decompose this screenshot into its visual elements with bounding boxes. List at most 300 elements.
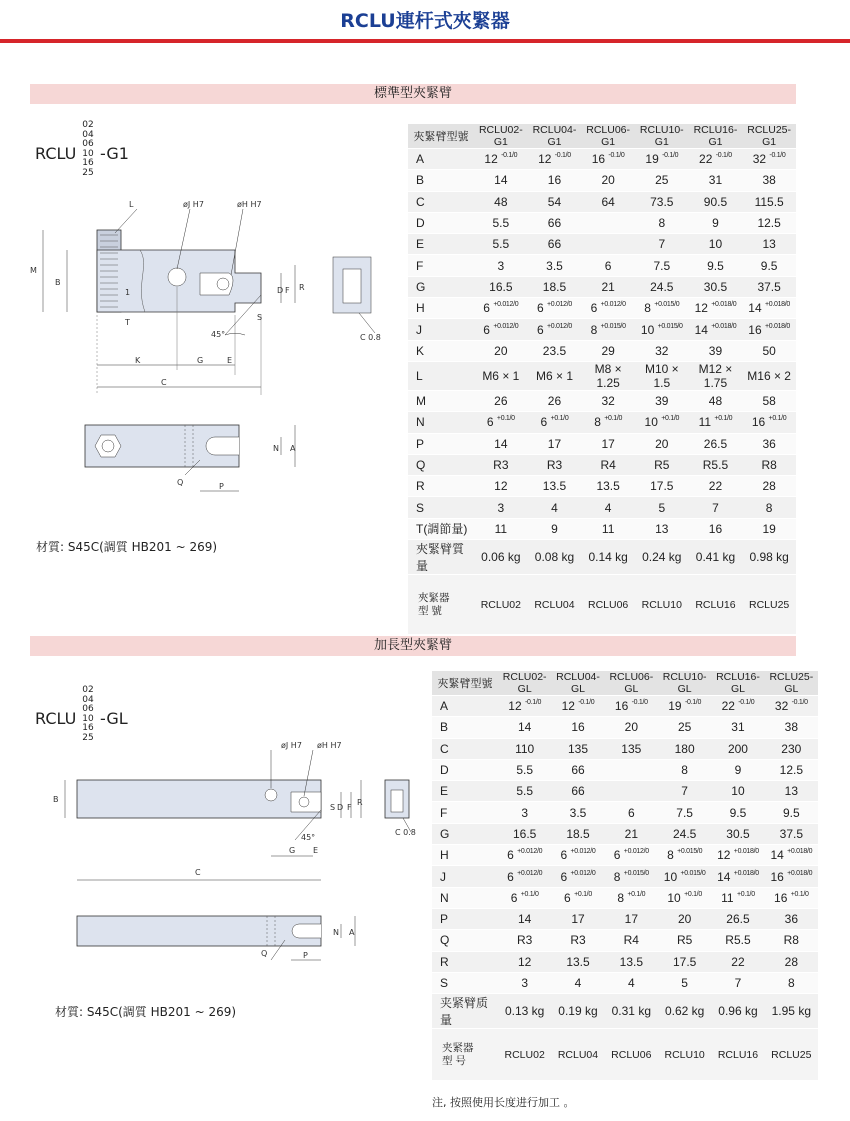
row-label: T(調節量) bbox=[408, 518, 474, 539]
row-label: P bbox=[408, 433, 474, 454]
table-cell: 6 $^{+0.1/0}$ bbox=[528, 412, 582, 433]
table-row bbox=[432, 951, 818, 972]
table-cell: 7 bbox=[658, 781, 711, 802]
material-note-standard: 材質: S45C(調質 HB201 ~ 269) bbox=[36, 540, 218, 554]
table-cell: M10 × 1.5 bbox=[635, 361, 689, 390]
table-cell: 24.5 bbox=[658, 823, 711, 844]
table-row bbox=[432, 759, 818, 780]
table-cell: 12 $^{+0.018/0}$ bbox=[711, 845, 764, 866]
table-cell: 39 bbox=[689, 340, 743, 361]
table-footer-row bbox=[408, 575, 796, 635]
row-label: E bbox=[432, 781, 498, 802]
table-cell: 5.5 bbox=[474, 234, 528, 255]
table-cell: R3 bbox=[551, 930, 604, 951]
table-cell: 20 bbox=[581, 170, 635, 191]
table-cell: R5.5 bbox=[711, 930, 764, 951]
svg-text:L: L bbox=[129, 200, 134, 209]
table-row bbox=[432, 887, 818, 908]
footer-cell: RCLU04 bbox=[528, 575, 582, 635]
model-size-list-gl: 02 04 06 10 16 25 bbox=[82, 685, 94, 743]
table-cell: 22 bbox=[711, 951, 764, 972]
table-row bbox=[432, 845, 818, 866]
table-cell: 22 bbox=[689, 476, 743, 497]
table-cell: 1.95 kg bbox=[765, 994, 818, 1029]
table-cell: 32 bbox=[635, 340, 689, 361]
table-cell: 4 bbox=[605, 972, 658, 993]
row-label: M bbox=[408, 390, 474, 411]
footer-cell: RCLU16 bbox=[711, 1029, 764, 1081]
table-cell: R3 bbox=[498, 930, 551, 951]
table-row bbox=[432, 696, 818, 717]
table-cell: 26 bbox=[528, 390, 582, 411]
table-cell: R4 bbox=[605, 930, 658, 951]
table-row bbox=[408, 497, 796, 518]
row-label: Q bbox=[432, 930, 498, 951]
table-row bbox=[408, 298, 796, 319]
table-cell: 18.5 bbox=[551, 823, 604, 844]
table-cell: 11 bbox=[474, 518, 528, 539]
table-cell: 3 bbox=[474, 255, 528, 276]
svg-text:P: P bbox=[219, 482, 224, 491]
table-cell: 31 bbox=[711, 717, 764, 738]
svg-text:S: S bbox=[330, 803, 336, 812]
row-label: G bbox=[432, 823, 498, 844]
table-cell: 8 $^{+0.1/0}$ bbox=[581, 412, 635, 433]
row-label: S bbox=[408, 497, 474, 518]
table-cell: 5 bbox=[635, 497, 689, 518]
table-cell: 31 bbox=[689, 170, 743, 191]
table-cell: 8 $^{+0.015/0}$ bbox=[581, 319, 635, 340]
svg-text:øH H7: øH H7 bbox=[317, 741, 342, 750]
table-row bbox=[408, 255, 796, 276]
table-cell: 14 $^{+0.018/0}$ bbox=[711, 866, 764, 887]
table-cell: 29 bbox=[581, 340, 635, 361]
table-cell: 20 bbox=[635, 433, 689, 454]
row-label: 夹紧臂质量 bbox=[432, 994, 498, 1029]
table-cell: 12 $^{-0.1/0}$ bbox=[474, 149, 528, 170]
svg-text:F: F bbox=[285, 286, 290, 295]
table-row bbox=[432, 972, 818, 993]
table-row bbox=[408, 390, 796, 411]
table-cell: 0.31 kg bbox=[605, 994, 658, 1029]
table-cell: 13.5 bbox=[605, 951, 658, 972]
table-cell: 0.24 kg bbox=[635, 540, 689, 575]
table-row bbox=[408, 454, 796, 475]
table-cell: 10 $^{+0.015/0}$ bbox=[658, 866, 711, 887]
table-cell: 14 bbox=[474, 170, 528, 191]
svg-text:C: C bbox=[195, 868, 201, 877]
row-label: G bbox=[408, 276, 474, 297]
table-cell: 20 bbox=[605, 717, 658, 738]
table-row bbox=[408, 540, 796, 575]
table-cell: 32 bbox=[581, 390, 635, 411]
table-cell: 14 $^{+0.018/0}$ bbox=[742, 298, 796, 319]
table-cell: 16 $^{+0.1/0}$ bbox=[765, 887, 818, 908]
table-cell: 66 bbox=[551, 759, 604, 780]
table-cell: 64 bbox=[581, 191, 635, 212]
table-cell: 38 bbox=[765, 717, 818, 738]
table-cell: 6 $^{+0.012/0}$ bbox=[498, 866, 551, 887]
footer-cell: RCLU10 bbox=[658, 1029, 711, 1081]
table-cell: 11 bbox=[581, 518, 635, 539]
table-cell: 0.62 kg bbox=[658, 994, 711, 1029]
table-cell: 16 bbox=[689, 518, 743, 539]
table-row bbox=[408, 361, 796, 390]
table-cell: 13 bbox=[635, 518, 689, 539]
table-row bbox=[408, 212, 796, 233]
table-cell: 36 bbox=[765, 908, 818, 929]
table-cell: 10 $^{+0.015/0}$ bbox=[635, 319, 689, 340]
table-cell: 7 bbox=[711, 972, 764, 993]
svg-text:A: A bbox=[349, 928, 355, 937]
svg-text:B: B bbox=[53, 795, 59, 804]
table-cell: 66 bbox=[528, 234, 582, 255]
table-cell: 6 $^{+0.012/0}$ bbox=[498, 845, 551, 866]
table-cell: R5.5 bbox=[689, 454, 743, 475]
svg-text:E: E bbox=[227, 356, 233, 365]
row-label: J bbox=[432, 866, 498, 887]
row-label: H bbox=[408, 298, 474, 319]
svg-text:P: P bbox=[303, 951, 308, 960]
table-cell: 14 bbox=[498, 908, 551, 929]
table-row bbox=[432, 994, 818, 1029]
table-cell: 3.5 bbox=[551, 802, 604, 823]
table-cell: 0.98 kg bbox=[742, 540, 796, 575]
table-header-row: 夾緊臂型號 RCLU02-G1 RCLU04-G1 RCLU06-G1 RCLU10-G1 RCLU16-G1 RCLU25-G1 bbox=[408, 124, 796, 149]
table-cell: 8 bbox=[635, 212, 689, 233]
table-row bbox=[408, 518, 796, 539]
table-cell: 66 bbox=[528, 212, 582, 233]
table-cell: 6 $^{+0.012/0}$ bbox=[551, 845, 604, 866]
footer-cell: RCLU10 bbox=[635, 575, 689, 635]
table-cell bbox=[581, 234, 635, 255]
table-cell: 48 bbox=[474, 191, 528, 212]
table-cell: 8 $^{+0.015/0}$ bbox=[605, 866, 658, 887]
page-title: RCLU連杆式夾緊器 bbox=[340, 10, 510, 32]
section-band-extended: 加長型夾緊臂 bbox=[30, 636, 796, 656]
table-cell: 14 bbox=[498, 717, 551, 738]
row-label: J bbox=[408, 319, 474, 340]
table-cell: 90.5 bbox=[689, 191, 743, 212]
row-label: R bbox=[408, 476, 474, 497]
table-cell: 6 $^{+0.012/0}$ bbox=[474, 298, 528, 319]
footer-cell: RCLU02 bbox=[474, 575, 528, 635]
table-cell: 20 bbox=[474, 340, 528, 361]
table-cell: 18.5 bbox=[528, 276, 582, 297]
model-suffix-gl: -GL bbox=[100, 709, 128, 728]
table-cell: 17 bbox=[605, 908, 658, 929]
table-cell: M16 × 2 bbox=[742, 361, 796, 390]
table-footer-row bbox=[432, 1029, 818, 1081]
row-label: N bbox=[408, 412, 474, 433]
row-label: C bbox=[432, 738, 498, 759]
table-cell: M6 × 1 bbox=[528, 361, 582, 390]
table-cell: 19 bbox=[742, 518, 796, 539]
table-cell: 5 bbox=[658, 972, 711, 993]
model-size-list: 02 04 06 10 16 25 bbox=[82, 120, 94, 178]
svg-text:G: G bbox=[197, 356, 204, 365]
table-cell: 8 $^{+0.015/0}$ bbox=[635, 298, 689, 319]
table-cell: 8 bbox=[765, 972, 818, 993]
table-cell: 6 $^{+0.012/0}$ bbox=[528, 319, 582, 340]
table-cell: 16 $^{+0.018/0}$ bbox=[742, 319, 796, 340]
table-cell: 21 bbox=[605, 823, 658, 844]
table-cell: 9.5 bbox=[742, 255, 796, 276]
table-cell: R4 bbox=[581, 454, 635, 475]
row-label: P bbox=[432, 908, 498, 929]
table-cell: 17 bbox=[528, 433, 582, 454]
table-cell: 135 bbox=[605, 738, 658, 759]
model-prefix: RCLU bbox=[35, 144, 77, 163]
table-cell: 110 bbox=[498, 738, 551, 759]
table-cell: 16 bbox=[551, 717, 604, 738]
table-cell: 230 bbox=[765, 738, 818, 759]
table-cell: 5.5 bbox=[498, 759, 551, 780]
table-cell: 3 bbox=[474, 497, 528, 518]
svg-text:C 0.8: C 0.8 bbox=[395, 828, 416, 837]
table-cell: 12 bbox=[498, 951, 551, 972]
title-divider bbox=[0, 39, 850, 43]
table-cell: 115.5 bbox=[742, 191, 796, 212]
svg-text:C 0.8: C 0.8 bbox=[360, 333, 381, 342]
table-header-row: 夾緊臂型號 RCLU02-GL RCLU04-GL RCLU06-GL RCLU10-GL RCLU16-GL RCLU25-GL bbox=[432, 671, 818, 696]
table-row bbox=[432, 930, 818, 951]
table-cell: 12.5 bbox=[742, 212, 796, 233]
row-label: R bbox=[432, 951, 498, 972]
row-label: B bbox=[408, 170, 474, 191]
table-cell: 48 bbox=[689, 390, 743, 411]
table-cell: 17 bbox=[581, 433, 635, 454]
table-cell: 3 bbox=[498, 972, 551, 993]
row-label: A bbox=[408, 149, 474, 170]
table-cell: 25 bbox=[658, 717, 711, 738]
table-cell: 73.5 bbox=[635, 191, 689, 212]
table-cell: 38 bbox=[742, 170, 796, 191]
table-cell: 180 bbox=[658, 738, 711, 759]
table-cell: 6 $^{+0.1/0}$ bbox=[498, 887, 551, 908]
table-cell: 6 $^{+0.012/0}$ bbox=[605, 845, 658, 866]
svg-text:45°: 45° bbox=[301, 833, 316, 842]
table-cell: 11 $^{+0.1/0}$ bbox=[689, 412, 743, 433]
table-cell: 17 bbox=[551, 908, 604, 929]
table-cell: 16 bbox=[528, 170, 582, 191]
row-label: D bbox=[432, 759, 498, 780]
table-cell: 0.06 kg bbox=[474, 540, 528, 575]
table-cell: 32 $^{-0.1/0}$ bbox=[742, 149, 796, 170]
table-cell: 9.5 bbox=[689, 255, 743, 276]
footer-label: 夹紧器 型 号 bbox=[432, 1029, 498, 1081]
table-cell: 135 bbox=[551, 738, 604, 759]
table-cell: 7 bbox=[689, 497, 743, 518]
table-row bbox=[432, 738, 818, 759]
row-label: K bbox=[408, 340, 474, 361]
model-prefix-gl: RCLU bbox=[35, 709, 77, 728]
table-cell: 7 bbox=[635, 234, 689, 255]
table-cell: 25 bbox=[635, 170, 689, 191]
table-cell: 6 $^{+0.012/0}$ bbox=[581, 298, 635, 319]
model-suffix: -G1 bbox=[100, 144, 129, 163]
table-cell: 6 $^{+0.012/0}$ bbox=[474, 319, 528, 340]
svg-text:F: F bbox=[347, 803, 352, 812]
footer-cell: RCLU06 bbox=[581, 575, 635, 635]
table-row bbox=[408, 340, 796, 361]
table-cell: 7.5 bbox=[635, 255, 689, 276]
table-cell: 26.5 bbox=[711, 908, 764, 929]
svg-text:R: R bbox=[299, 283, 305, 292]
table-cell: 0.13 kg bbox=[498, 994, 551, 1029]
table-cell: 5.5 bbox=[498, 781, 551, 802]
table-cell bbox=[605, 759, 658, 780]
table-cell: 10 bbox=[711, 781, 764, 802]
spec-table-standard bbox=[408, 124, 796, 635]
table-row bbox=[408, 433, 796, 454]
table-cell: 14 $^{+0.018/0}$ bbox=[765, 845, 818, 866]
table-cell: 3 bbox=[498, 802, 551, 823]
row-label: E bbox=[408, 234, 474, 255]
table-row bbox=[432, 781, 818, 802]
table-cell bbox=[581, 212, 635, 233]
footer-cell: RCLU25 bbox=[742, 575, 796, 635]
table-cell: 17.5 bbox=[635, 476, 689, 497]
table-cell: 16 $^{-0.1/0}$ bbox=[605, 696, 658, 717]
svg-text:øJ H7: øJ H7 bbox=[281, 741, 302, 750]
table-cell: 5.5 bbox=[474, 212, 528, 233]
table-cell: 8 $^{+0.1/0}$ bbox=[605, 887, 658, 908]
table-cell: R8 bbox=[742, 454, 796, 475]
table-cell: R5 bbox=[635, 454, 689, 475]
table-cell: R3 bbox=[528, 454, 582, 475]
row-label: B bbox=[432, 717, 498, 738]
standard-arm-drawing bbox=[25, 195, 385, 505]
table-cell: 32 $^{-0.1/0}$ bbox=[765, 696, 818, 717]
table-cell: 13.5 bbox=[581, 476, 635, 497]
table-cell: 37.5 bbox=[742, 276, 796, 297]
table-cell: R8 bbox=[765, 930, 818, 951]
table-cell: R3 bbox=[474, 454, 528, 475]
table-cell: 4 bbox=[551, 972, 604, 993]
table-cell: 54 bbox=[528, 191, 582, 212]
section-band-standard: 標準型夾緊臂 bbox=[30, 84, 796, 104]
row-label: A bbox=[432, 696, 498, 717]
svg-text:B: B bbox=[55, 278, 61, 287]
table-cell: 11 $^{+0.1/0}$ bbox=[711, 887, 764, 908]
table-cell: 0.19 kg bbox=[551, 994, 604, 1029]
footer-cell: RCLU25 bbox=[765, 1029, 818, 1081]
svg-text:Q: Q bbox=[261, 949, 268, 958]
row-label: H bbox=[432, 845, 498, 866]
table-cell: 26 bbox=[474, 390, 528, 411]
svg-text:N: N bbox=[333, 928, 339, 937]
svg-text:45°: 45° bbox=[211, 330, 226, 339]
table-row bbox=[432, 823, 818, 844]
table-cell: 8 bbox=[742, 497, 796, 518]
table-cell: 12 $^{-0.1/0}$ bbox=[551, 696, 604, 717]
table-cell: 13.5 bbox=[551, 951, 604, 972]
svg-text:G: G bbox=[289, 846, 296, 855]
svg-text:S: S bbox=[257, 313, 263, 322]
table-cell: 10 bbox=[689, 234, 743, 255]
table-cell: 4 bbox=[528, 497, 582, 518]
table-cell: 9.5 bbox=[711, 802, 764, 823]
row-label: S bbox=[432, 972, 498, 993]
table-cell: 30.5 bbox=[711, 823, 764, 844]
spec-table-extended bbox=[432, 671, 818, 1081]
table-cell: M12 × 1.75 bbox=[689, 361, 743, 390]
row-label: F bbox=[408, 255, 474, 276]
table-cell: M6 × 1 bbox=[474, 361, 528, 390]
table-row bbox=[432, 866, 818, 887]
table-cell: 39 bbox=[635, 390, 689, 411]
table-cell: 8 $^{+0.015/0}$ bbox=[658, 845, 711, 866]
table-cell: 50 bbox=[742, 340, 796, 361]
table-cell: 58 bbox=[742, 390, 796, 411]
svg-text:øJ H7: øJ H7 bbox=[183, 200, 204, 209]
table-cell: 26.5 bbox=[689, 433, 743, 454]
table-cell: 20 bbox=[658, 908, 711, 929]
table-cell: 6 bbox=[605, 802, 658, 823]
table-row bbox=[408, 234, 796, 255]
table-cell: 36 bbox=[742, 433, 796, 454]
table-cell: 66 bbox=[551, 781, 604, 802]
svg-text:D: D bbox=[337, 803, 344, 812]
table-row bbox=[408, 276, 796, 297]
table-cell: 14 $^{+0.018/0}$ bbox=[689, 319, 743, 340]
row-label: N bbox=[432, 887, 498, 908]
table-cell: 19 $^{-0.1/0}$ bbox=[658, 696, 711, 717]
table-row bbox=[408, 319, 796, 340]
material-note-extended: 材質: S45C(調質 HB201 ~ 269) bbox=[55, 1005, 237, 1019]
row-label: Q bbox=[408, 454, 474, 475]
table-cell: R5 bbox=[658, 930, 711, 951]
table-cell: 0.41 kg bbox=[689, 540, 743, 575]
table-row bbox=[408, 149, 796, 170]
table-cell: 21 bbox=[581, 276, 635, 297]
table-cell: M8 × 1.25 bbox=[581, 361, 635, 390]
row-label: L bbox=[408, 361, 474, 390]
table-cell: 12.5 bbox=[765, 759, 818, 780]
svg-text:1: 1 bbox=[125, 288, 131, 297]
table-cell: 6 $^{+0.1/0}$ bbox=[474, 412, 528, 433]
table-row bbox=[408, 476, 796, 497]
table-cell: 14 bbox=[474, 433, 528, 454]
table-cell: 12 $^{-0.1/0}$ bbox=[498, 696, 551, 717]
table-cell bbox=[605, 781, 658, 802]
svg-text:E: E bbox=[313, 846, 319, 855]
table-cell: 24.5 bbox=[635, 276, 689, 297]
row-label: C bbox=[408, 191, 474, 212]
table-cell: 37.5 bbox=[765, 823, 818, 844]
svg-text:M: M bbox=[30, 266, 37, 275]
table-row bbox=[432, 802, 818, 823]
table-cell: 22 $^{-0.1/0}$ bbox=[711, 696, 764, 717]
usage-note: 注, 按照使用长度进行加工 。 bbox=[432, 1096, 575, 1109]
row-label: D bbox=[408, 212, 474, 233]
table-cell: 17.5 bbox=[658, 951, 711, 972]
table-cell: 10 $^{+0.1/0}$ bbox=[658, 887, 711, 908]
table-cell: 28 bbox=[742, 476, 796, 497]
table-cell: 6 $^{+0.1/0}$ bbox=[551, 887, 604, 908]
table-cell: 6 bbox=[581, 255, 635, 276]
table-cell: 6 $^{+0.012/0}$ bbox=[528, 298, 582, 319]
svg-text:R: R bbox=[357, 798, 363, 807]
svg-text:K: K bbox=[135, 356, 141, 365]
footer-cell: RCLU06 bbox=[605, 1029, 658, 1081]
table-cell: 0.08 kg bbox=[528, 540, 582, 575]
table-cell: 16.5 bbox=[474, 276, 528, 297]
table-cell: 13.5 bbox=[528, 476, 582, 497]
svg-text:Q: Q bbox=[177, 478, 184, 487]
table-cell: 9.5 bbox=[765, 802, 818, 823]
